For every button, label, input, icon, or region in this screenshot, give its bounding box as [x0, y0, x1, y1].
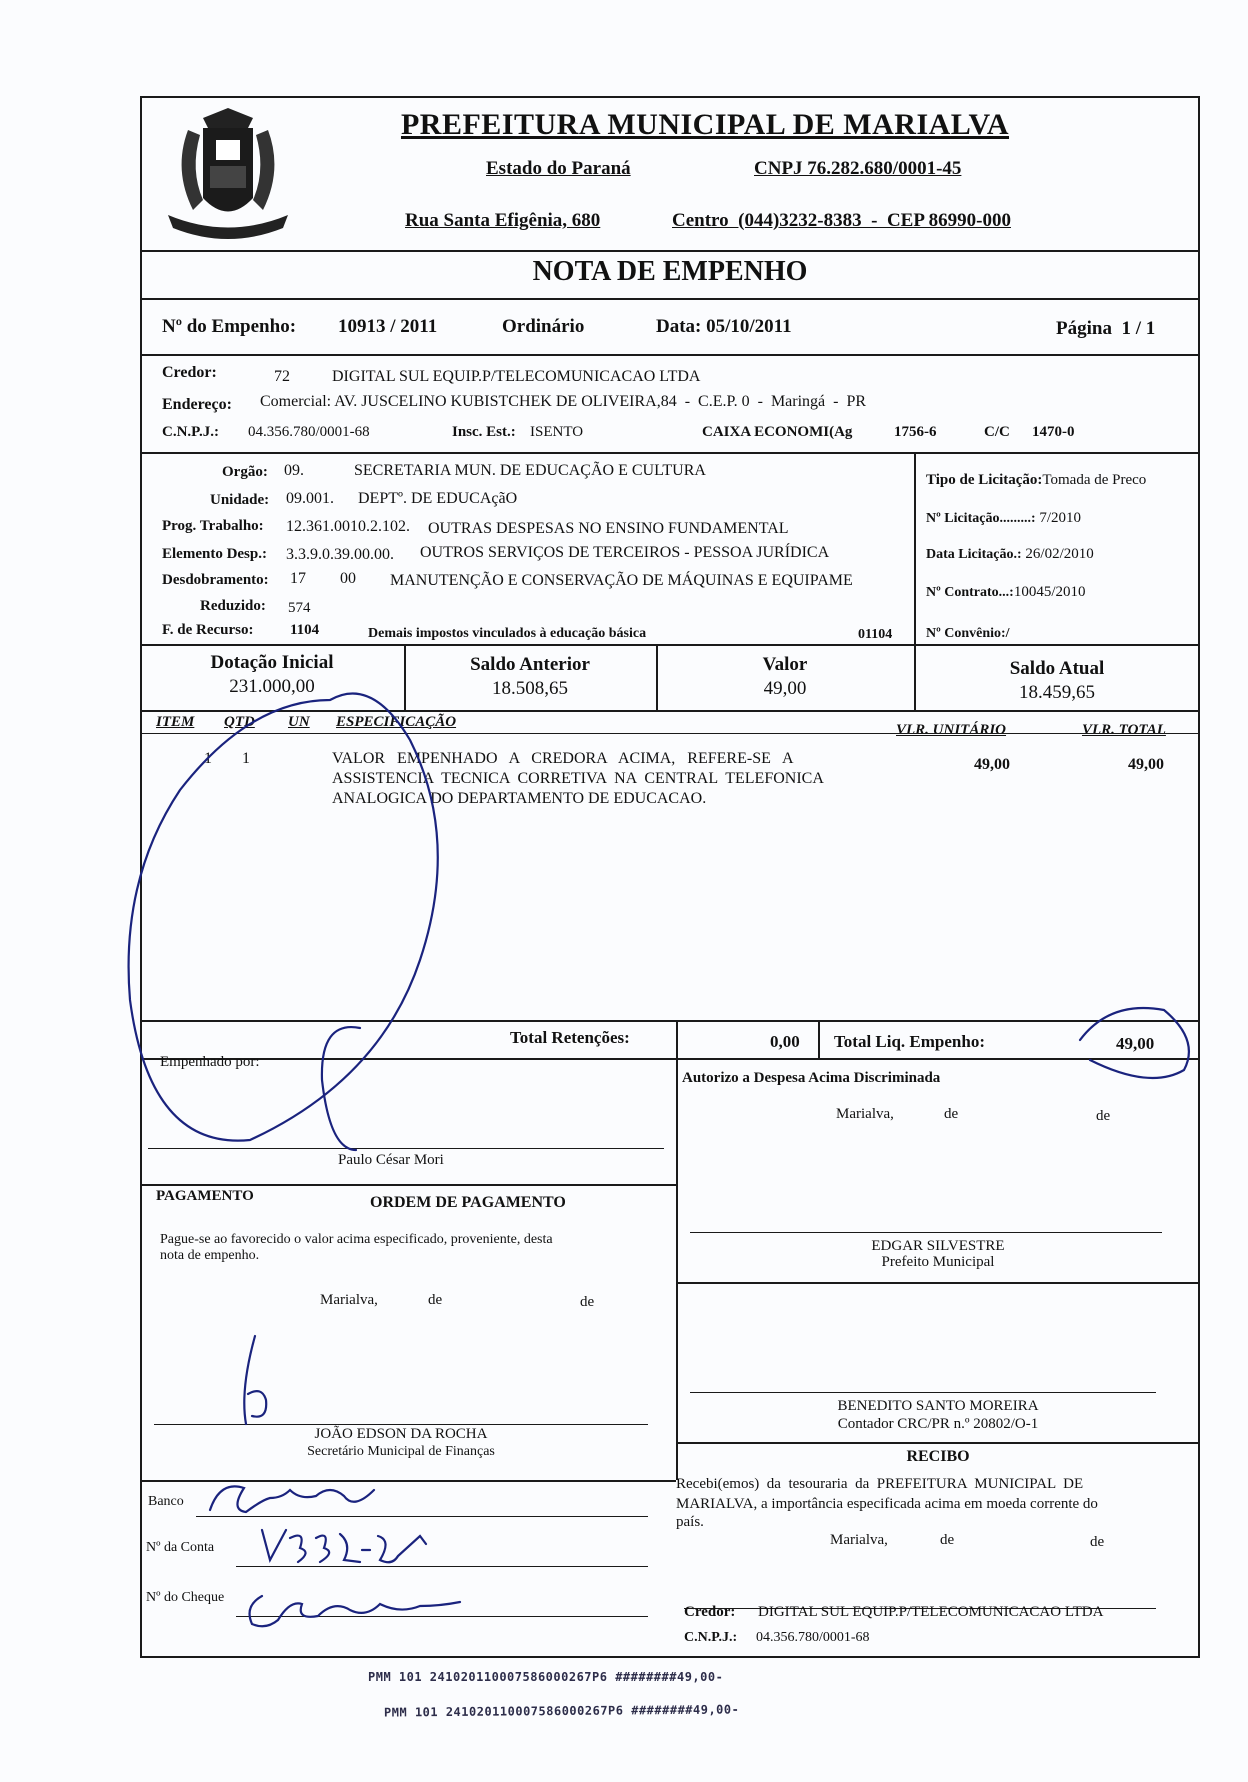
elem-code: 3.3.9.0.39.00.00.: [286, 546, 394, 563]
retencoes-label: Total Retenções:: [510, 1028, 630, 1047]
saldo-anterior-label: Saldo Anterior: [470, 654, 590, 675]
prog-label: Prog. Trabalho:: [162, 518, 264, 534]
secretario-role: Secretário Municipal de Finanças: [307, 1444, 495, 1459]
secretario-name: JOÃO EDSON DA ROCHA: [314, 1426, 488, 1442]
empenho-date: Data: 05/10/2011: [656, 316, 792, 337]
recibo-credor-label: Credor:: [684, 1604, 736, 1620]
licitacao-date-label: [926, 546, 1094, 563]
pagamento-de1: de: [428, 1292, 443, 1308]
item-number: 1: [204, 750, 212, 767]
recibo-cnpj: 04.356.780/0001-68: [756, 1630, 870, 1645]
recibo-title: RECIBO: [906, 1448, 970, 1465]
insc-label: Insc. Est.:: [452, 424, 516, 440]
prog-name: OUTRAS DESPESAS NO ENSINO FUNDAMENTAL: [428, 520, 789, 537]
cnpj-label: C.N.P.J.:: [162, 424, 219, 440]
dotacao-value: 231.000,00: [229, 676, 315, 697]
credor-label: Credor:: [162, 364, 217, 381]
recibo-text-line2: MARIALVA, a importância especificada acima em moeda corrente do: [676, 1496, 1098, 1512]
item-unit-value: 49,00: [974, 756, 1010, 773]
state-name: Estado do Paraná: [486, 158, 631, 179]
document-title: NOTA DE EMPENHO: [532, 256, 808, 287]
dotacao-label: Dotação Inicial: [210, 652, 334, 673]
cheque-line: [236, 1616, 648, 1617]
elem-name: OUTROS SERVIÇOS DE TERCEIROS - PESSOA JURÍDICA: [420, 544, 830, 561]
elem-label: Elemento Desp.:: [162, 546, 267, 562]
retencoes-value: 0,00: [770, 1032, 800, 1051]
orgao-label: Orgão:: [222, 464, 268, 480]
divider: [914, 452, 916, 644]
desd-code: 17: [290, 570, 306, 587]
col-especificacao: ESPECIFICAÇÃO: [336, 714, 457, 730]
licitacao-type-label: [926, 472, 1146, 489]
recibo-de2: de: [1090, 1534, 1105, 1550]
pagamento-label: PAGAMENTO: [156, 1188, 254, 1204]
divider: [140, 452, 1200, 454]
divider: [676, 1058, 678, 1184]
divider: [676, 1020, 678, 1058]
divider: [676, 1442, 1200, 1444]
coat-of-arms-icon: [148, 100, 308, 250]
ordem-pagamento-title: ORDEM DE PAGAMENTO: [370, 1194, 566, 1211]
empenhado-label: Empenhado por:: [160, 1054, 260, 1070]
credor-name: DIGITAL SUL EQUIP.P/TELECOMUNICACAO LTDA: [332, 368, 701, 385]
item-qtd: 1: [242, 750, 250, 767]
unidade-label: Unidade:: [210, 492, 270, 508]
signature-line: [148, 1148, 664, 1149]
cnpj-prefeitura: CNPJ 76.282.680/0001-45: [754, 158, 962, 179]
divider: [140, 1058, 1200, 1060]
banco-label: Banco: [148, 1494, 184, 1509]
saldo-atual-value: 18.459,65: [1019, 682, 1095, 703]
pagamento-city: Marialva,: [320, 1292, 378, 1308]
licitacao-number-label: [926, 510, 1081, 527]
autorizo-city: Marialva,: [836, 1106, 894, 1122]
licitacao-date: 26/02/2010: [1021, 546, 1094, 562]
orgao-code: 09.: [284, 462, 304, 479]
valor-value: 49,00: [763, 678, 807, 699]
fonte-code: 1104: [290, 622, 320, 638]
liquido-value: 49,00: [1116, 1034, 1155, 1053]
unidade-name: DEPTº. DE EDUCAçãO: [358, 490, 518, 507]
licitacao-number-label-text: Nº Licitação.........:: [926, 511, 1036, 526]
item-spec-line1: VALOR EMPENHADO A CREDORA ACIMA, REFERE-SE A: [332, 750, 794, 767]
recibo-text-line3: país.: [676, 1514, 704, 1530]
pagamento-text-line2: nota de empenho.: [160, 1248, 260, 1263]
signature-line: [690, 1232, 1162, 1233]
pagamento-text-line1: Pague-se ao favorecido o valor acima especificado, proveniente, desta: [160, 1232, 553, 1247]
reduzido-value: 574: [288, 600, 311, 616]
address-rest: Centro (044)3232-8383 - CEP 86990-000: [672, 210, 1011, 231]
desd-label: Desdobramento:: [162, 572, 269, 588]
contrato-label: [926, 584, 1086, 601]
divider: [818, 1020, 820, 1058]
item-spec-line2: ASSISTENCIA TECNICA CORRETIVA NA CENTRAL TELEFONICA: [332, 770, 824, 787]
prefeito-name: EDGAR SILVESTRE: [871, 1238, 1005, 1254]
desd-name: MANUTENÇÃO E CONSERVAÇÃO DE MÁQUINAS E EQUIPAME: [390, 572, 853, 589]
fonte-label: F. de Recurso:: [162, 622, 254, 638]
divider: [140, 710, 1200, 712]
banco-line: [196, 1516, 648, 1517]
recibo-de1: de: [940, 1532, 955, 1548]
signature-line: [154, 1424, 648, 1425]
autorizo-de2: de: [1096, 1108, 1111, 1124]
convenio-label: Nº Convênio:/: [926, 626, 1010, 641]
fonte-number: 01104: [858, 627, 893, 642]
saldo-atual-label: Saldo Atual: [1009, 658, 1105, 679]
credor-address: Comercial: AV. JUSCELINO KUBISTCHEK DE OLIVEIRA,84 - C.E.P. 0 - Maringá - PR: [260, 393, 867, 410]
divider: [140, 1480, 676, 1482]
licitacao-type-label-text: Tipo de Licitação:: [926, 472, 1043, 488]
col-vlr-unitario: VLR. UNITÁRIO: [896, 722, 1007, 738]
divider: [676, 1184, 678, 1480]
divider: [140, 354, 1200, 356]
credor-cnpj: 04.356.780/0001-68: [248, 424, 370, 440]
divider: [140, 1020, 1200, 1022]
conta-label: Nº da Conta: [146, 1540, 215, 1555]
divider: [140, 733, 1200, 734]
contrato-number: 10045/2010: [1013, 584, 1086, 600]
insc-value: ISENTO: [530, 424, 584, 440]
empenho-number-label: Nº do Empenho:: [162, 316, 297, 337]
contador-name: BENEDITO SANTO MOREIRA: [837, 1398, 1039, 1414]
bank-name: CAIXA ECONOMI(Ag: [702, 424, 853, 440]
desd-code2: 00: [340, 570, 356, 587]
divider: [140, 250, 1200, 252]
licitacao-number: 7/2010: [1035, 510, 1082, 526]
page-number: Página 1 / 1: [1056, 318, 1156, 339]
empenho-type: Ordinário: [502, 316, 585, 337]
bank-agency: 1756-6: [894, 424, 937, 440]
col-item: ITEM: [156, 714, 195, 730]
item-spec-line3: ANALOGICA DO DEPARTAMENTO DE EDUCACAO.: [332, 790, 707, 807]
orgao-name: SECRETARIA MUN. DE EDUCAÇÃO E CULTURA: [354, 462, 706, 479]
fonte-name: Demais impostos vinculados à educação básica: [368, 626, 647, 641]
saldo-anterior-value: 18.508,65: [492, 678, 568, 699]
divider: [676, 1282, 1200, 1284]
col-vlr-total: VLR. TOTAL: [1082, 722, 1166, 738]
valor-label: Valor: [762, 654, 808, 675]
pagamento-de2: de: [580, 1294, 595, 1310]
reduzido-label: Reduzido:: [200, 598, 266, 614]
address-street: Rua Santa Efigênia, 680: [405, 210, 601, 231]
empenhado-name: Paulo César Mori: [338, 1152, 444, 1168]
contrato-label-text: Nº Contrato...:: [926, 585, 1014, 600]
autorizo-de1: de: [944, 1106, 959, 1122]
licitacao-type: Tomada de Preco: [1042, 472, 1147, 488]
authentication-stamp: PMM 101 241020110007586000267P6 ########49,00-: [383, 1702, 740, 1720]
prefeito-role: Prefeito Municipal: [881, 1254, 995, 1270]
unidade-code: 09.001.: [286, 490, 334, 507]
recibo-cnpj-label: C.N.P.J.:: [684, 1630, 738, 1645]
recibo-city: Marialva,: [830, 1532, 888, 1548]
signature-line: [690, 1392, 1156, 1393]
col-un: UN: [288, 714, 310, 730]
address-label: Endereço:: [162, 396, 232, 413]
licitacao-date-label-text: Data Licitação.:: [926, 547, 1022, 562]
recibo-credor-name: DIGITAL SUL EQUIP.P/TELECOMUNICACAO LTDA: [758, 1604, 1104, 1620]
col-qtd: QTD: [224, 714, 255, 730]
municipality-title: PREFEITURA MUNICIPAL DE MARIALVA: [400, 108, 1010, 141]
prog-code: 12.361.0010.2.102.: [286, 518, 410, 535]
autorizo-text: Autorizo a Despesa Acima Discriminada: [682, 1070, 941, 1086]
recibo-text-line1: Recebi(emos) da tesouraria da PREFEITURA MUNICIPAL DE: [676, 1476, 1084, 1492]
credor-code: 72: [274, 368, 290, 385]
conta-line: [236, 1566, 648, 1567]
contador-role: Contador CRC/PR n.º 20802/O-1: [837, 1416, 1039, 1432]
divider: [140, 644, 1200, 646]
divider: [140, 298, 1200, 300]
liquido-label: Total Liq. Empenho:: [834, 1032, 985, 1051]
cc-label: C/C: [984, 424, 1010, 440]
divider: [140, 1184, 676, 1186]
cheque-label: Nº do Cheque: [146, 1590, 225, 1605]
authentication-stamp: PMM 101 241020110007586000267P6 ########49,00-: [368, 1670, 724, 1684]
cc-value: 1470-0: [1032, 424, 1075, 440]
empenho-number: 10913 / 2011: [338, 316, 438, 337]
item-total-value: 49,00: [1128, 756, 1164, 773]
